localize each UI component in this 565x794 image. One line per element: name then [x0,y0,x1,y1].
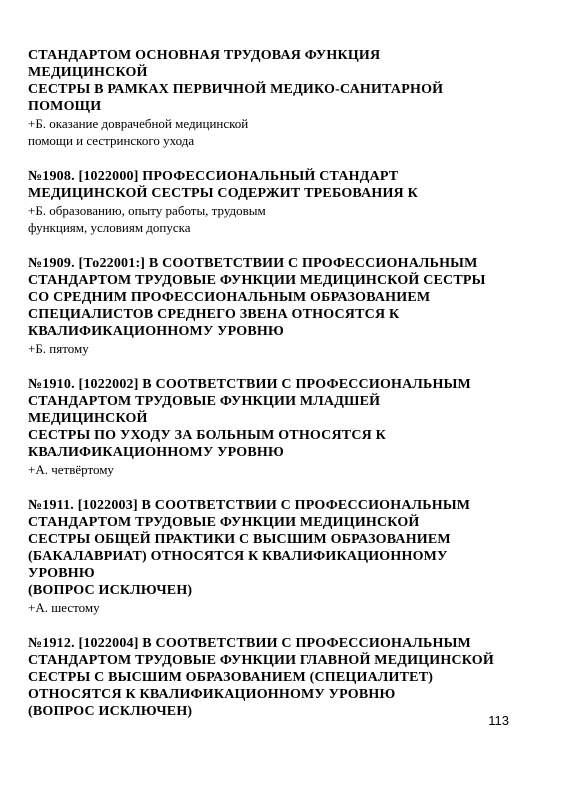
question-line: (БАКАЛАВРИАТ) ОТНОСЯТСЯ К КВАЛИФИКАЦИОННОМУ [28,549,448,564]
question-line: (ВОПРОС ИСКЛЮЧЕН) [28,704,193,719]
question-line: №1908. [1022000] ПРОФЕССИОНАЛЬНЫЙ СТАНДАРТ [28,169,399,184]
question-line: СЕСТРЫ ПО УХОДУ ЗА БОЛЬНЫМ ОТНОСЯТСЯ К [28,428,387,443]
question-block [28,255,548,357]
question-line: СЕСТРЫ ОБЩЕЙ ПРАКТИКИ С ВЫСШИМ ОБРАЗОВАНИЕМ [28,532,451,547]
question-block [28,497,548,616]
question-line: КВАЛИФИКАЦИОННОМУ УРОВНЮ [28,324,284,339]
answer-line: +Б. оказание доврачебной медицинской [28,116,249,131]
question-block [28,635,548,720]
question-block [28,168,548,236]
question-line: СЕСТРЫ В РАМКАХ ПЕРВИЧНОЙ МЕДИКО-САНИТАРНОЙ [28,82,444,97]
question-line: СЕСТРЫ С ВЫСШИМ ОБРАЗОВАНИЕМ (СПЕЦИАЛИТЕТ) [28,670,434,685]
question-line: СПЕЦИАЛИСТОВ СРЕДНЕГО ЗВЕНА ОТНОСЯТСЯ К [28,307,400,322]
question-line: СО СРЕДНИМ ПРОФЕССИОНАЛЬНЫМ ОБРАЗОВАНИЕМ [28,290,431,305]
document-page [28,47,548,720]
question-line: №1910. [1022002] В СООТВЕТСТВИИ С ПРОФЕССИОНАЛЬНЫМ [28,377,471,392]
question-line: №1912. [1022004] В СООТВЕТСТВИИ С ПРОФЕССИОНАЛЬНЫМ [28,636,471,651]
question-line: УРОВНЮ [28,566,95,581]
question-line: СТАНДАРТОМ ТРУДОВЫЕ ФУНКЦИИ МЕДИЦИНСКОЙ СЕСТРЫ [28,273,486,288]
page-number: 113 [488,713,509,728]
question-block [28,376,548,478]
question-line: (ВОПРОС ИСКЛЮЧЕН) [28,583,193,598]
question-line: ПОМОЩИ [28,99,102,114]
question-block [28,47,548,149]
question-line: СТАНДАРТОМ ОСНОВНАЯ ТРУДОВАЯ ФУНКЦИЯ [28,48,381,63]
question-line: СТАНДАРТОМ ТРУДОВЫЕ ФУНКЦИИ ГЛАВНОЙ МЕДИЦИНСКОЙ [28,653,494,668]
answer-line: +А. четвёртому [28,462,114,477]
question-line: СТАНДАРТОМ ТРУДОВЫЕ ФУНКЦИИ МЛАДШЕЙ [28,394,381,409]
question-line: МЕДИЦИНСКОЙ [28,411,148,426]
question-line: №1911. [1022003] В СООТВЕТСТВИИ С ПРОФЕССИОНАЛЬНЫМ [28,498,471,513]
answer-line: функциям, условиям допуска [28,220,191,235]
question-line: КВАЛИФИКАЦИОННОМУ УРОВНЮ [28,445,284,460]
question-line: СТАНДАРТОМ ТРУДОВЫЕ ФУНКЦИИ МЕДИЦИНСКОЙ [28,515,420,530]
question-line: МЕДИЦИНСКОЙ СЕСТРЫ СОДЕРЖИТ ТРЕБОВАНИЯ К [28,186,418,201]
answer-line: помощи и сестринского ухода [28,133,195,148]
question-line: МЕДИЦИНСКОЙ [28,65,148,80]
question-line: ОТНОСЯТСЯ К КВАЛИФИКАЦИОННОМУ УРОВНЮ [28,687,396,702]
question-line: №1909. [То22001:] В СООТВЕТСТВИИ С ПРОФЕССИОНАЛЬНЫМ [28,256,478,271]
answer-line: +Б. пятому [28,341,89,356]
answer-line: +Б. образованию, опыту работы, трудовым [28,203,266,218]
answer-line: +А. шестому [28,600,100,615]
